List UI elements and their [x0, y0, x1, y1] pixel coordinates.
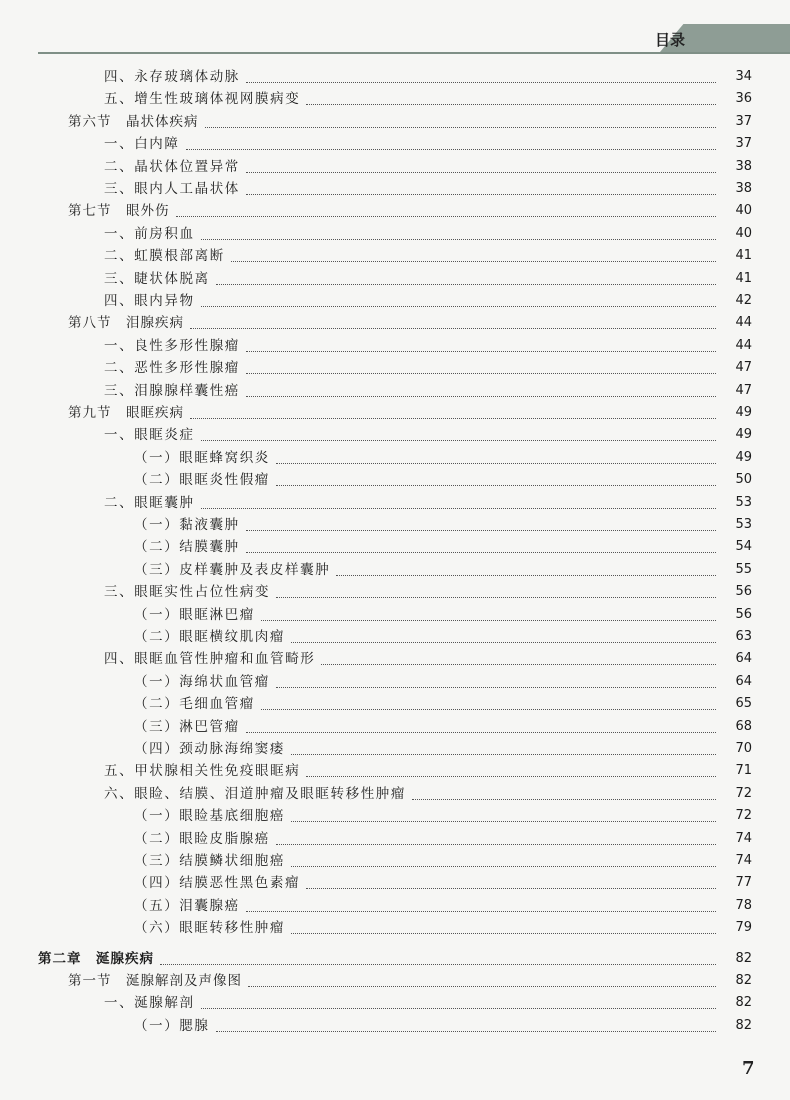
dot-leader: [246, 552, 716, 553]
dot-leader: [291, 866, 716, 867]
toc-entry-page: 79: [735, 920, 752, 936]
toc-entry-page: 82: [735, 995, 752, 1011]
dot-leader: [246, 732, 716, 733]
toc-entry-label: （四）颈动脉海绵窦瘘: [134, 741, 285, 757]
toc-entry[interactable]: [134, 559, 752, 581]
dot-leader: [176, 216, 717, 217]
toc-entry-page: 37: [735, 113, 752, 129]
toc-entry[interactable]: [134, 693, 752, 715]
toc-entry-label: （三）结膜鳞状细胞癌: [134, 853, 285, 869]
toc-entry[interactable]: [68, 200, 752, 222]
dot-leader: [261, 709, 716, 710]
dot-leader: [412, 799, 716, 800]
toc-entry-page: 63: [735, 629, 752, 644]
toc-entry-label: 一、良性多形性腺瘤: [104, 337, 240, 354]
toc-entry-page: 49: [735, 427, 752, 443]
toc-entry-label: （三）皮样囊肿及表皮样囊肿: [134, 561, 331, 578]
toc-entry[interactable]: [134, 917, 752, 939]
toc-entry[interactable]: [134, 895, 752, 917]
toc-entry-page: 82: [735, 1017, 752, 1033]
dot-leader: [248, 986, 716, 987]
toc-entry-page: 54: [735, 539, 752, 555]
toc-entry-label: 二、恶性多形性腺瘤: [104, 360, 240, 377]
toc-entry-page: 53: [735, 517, 752, 532]
toc-entry-label: 二、晶状体位置异常: [104, 158, 240, 175]
toc-entry-label: （一）腮腺: [134, 1017, 210, 1034]
toc-entry[interactable]: [134, 828, 752, 850]
dot-leader: [246, 530, 716, 531]
dot-leader: [246, 373, 716, 374]
toc-entry[interactable]: [38, 948, 752, 970]
dot-leader: [201, 508, 716, 509]
toc-entry-label: 四、永存玻璃体动脉: [104, 69, 240, 85]
page-number: 7: [742, 1058, 755, 1079]
toc-entry-page: 82: [735, 973, 752, 988]
dot-leader: [246, 911, 716, 912]
dot-leader: [246, 396, 716, 397]
toc-entry-label: 四、眼眶血管性肿瘤和血管畸形: [104, 651, 316, 668]
dot-leader: [186, 149, 717, 150]
toc-entry-page: 44: [735, 337, 752, 353]
dot-leader: [246, 194, 716, 195]
toc-entry[interactable]: [68, 111, 752, 133]
toc-entry[interactable]: [104, 648, 752, 670]
dot-leader: [306, 888, 716, 889]
toc-entry-page: 74: [735, 853, 752, 868]
dot-leader: [246, 172, 716, 173]
toc-entry-page: 38: [735, 158, 752, 174]
toc-entry[interactable]: [134, 671, 752, 693]
toc-entry-label: （四）结膜恶性黑色素瘤: [134, 875, 301, 892]
dot-leader: [321, 664, 716, 665]
toc-entry[interactable]: [134, 872, 752, 894]
toc-entry[interactable]: [104, 357, 752, 379]
toc-entry-label: 四、眼内异物: [104, 293, 195, 309]
toc-entry[interactable]: [104, 290, 752, 312]
toc-entry[interactable]: [134, 536, 752, 558]
toc-entry[interactable]: [68, 402, 752, 424]
toc-entry-label: 二、眼眶囊肿: [104, 494, 195, 511]
toc-entry[interactable]: [68, 312, 752, 334]
dot-leader: [276, 844, 716, 845]
toc-entry-page: 41: [735, 270, 752, 286]
toc-entry-page: 64: [735, 673, 752, 689]
toc-entry-label: （一）海绵状血管瘤: [134, 673, 270, 690]
dot-leader: [246, 82, 716, 83]
toc-entry-page: 77: [735, 875, 752, 891]
toc-entry-page: 38: [735, 181, 752, 196]
dot-leader: [216, 284, 716, 285]
toc-entry-label: （一）眼睑基底细胞癌: [134, 808, 285, 825]
toc-entry-label: 一、涎腺解剖: [104, 995, 195, 1012]
toc-entry-label: 二、虹膜根部离断: [104, 248, 225, 265]
toc-entry[interactable]: [134, 1015, 752, 1037]
toc-entry-page: 70: [735, 741, 752, 756]
toc-entry-label: （三）淋巴管瘤: [134, 718, 240, 735]
toc-entry-label: （二）眼眶炎性假瘤: [134, 472, 270, 489]
dot-leader: [201, 306, 716, 307]
toc-entry-page: 41: [735, 248, 752, 264]
toc-entry[interactable]: [134, 469, 752, 491]
toc-entry-label: 三、眼眶实性占位性病变: [104, 584, 271, 601]
dot-leader: [205, 127, 717, 128]
dot-leader: [201, 239, 716, 240]
toc-entry-page: 71: [735, 763, 752, 779]
toc-entry-label: 第一节 涎腺解剖及声像图: [68, 973, 242, 989]
toc-entry[interactable]: [104, 88, 752, 110]
toc-entry[interactable]: [104, 156, 752, 178]
running-header-title: 目录: [655, 31, 686, 49]
toc-entry-page: 47: [735, 382, 752, 398]
toc-entry-label: 一、前房积血: [104, 225, 195, 242]
toc-entry[interactable]: [134, 514, 752, 536]
toc-entry[interactable]: [134, 716, 752, 738]
toc-entry[interactable]: [104, 492, 752, 514]
toc-entry-label: （五）泪囊腺癌: [134, 897, 240, 914]
dot-leader: [291, 754, 716, 755]
toc-entry-label: （一）眼眶淋巴瘤: [134, 606, 255, 623]
toc-entry-page: 53: [735, 494, 752, 510]
toc-entry[interactable]: [134, 805, 752, 827]
dot-leader: [190, 328, 716, 329]
toc-entry-label: 第六节 晶状体疾病: [68, 113, 199, 130]
dot-leader: [291, 933, 716, 934]
toc-entry-page: 44: [735, 315, 752, 331]
toc-entry[interactable]: [134, 604, 752, 626]
toc-entry-label: 三、眼内人工晶状体: [104, 181, 240, 197]
toc-entry-page: 65: [735, 696, 752, 712]
dot-leader: [336, 575, 716, 576]
toc-entry-label: （二）结膜囊肿: [134, 539, 240, 556]
dot-leader: [261, 620, 716, 621]
toc-entry-label: 第八节 泪腺疾病: [68, 315, 184, 332]
toc-entry-page: 34: [735, 69, 752, 84]
toc-entry[interactable]: [104, 783, 752, 805]
toc-entry-label: 第二章 涎腺疾病: [38, 950, 154, 967]
toc-entry-page: 55: [735, 561, 752, 577]
dot-leader: [201, 1008, 716, 1009]
toc-entry[interactable]: [104, 335, 752, 357]
toc-entry-page: 36: [735, 91, 752, 107]
dot-leader: [306, 104, 716, 105]
toc-entry-label: 一、白内障: [104, 136, 180, 153]
toc-entry[interactable]: [134, 738, 752, 760]
toc-entry-label: 三、睫状体脱离: [104, 270, 210, 287]
toc-entry-page: 47: [735, 360, 752, 376]
toc-entry-page: 50: [735, 472, 752, 488]
toc-entry[interactable]: [68, 970, 752, 992]
dot-leader: [246, 351, 716, 352]
toc-entry-page: 68: [735, 718, 752, 734]
toc-entry[interactable]: [104, 992, 752, 1014]
dot-leader: [216, 1031, 717, 1032]
dot-leader: [291, 821, 716, 822]
toc-entry-label: 一、眼眶炎症: [104, 427, 195, 444]
toc-entry[interactable]: [104, 760, 752, 782]
dot-leader: [291, 642, 716, 643]
toc-entry[interactable]: [104, 424, 752, 446]
toc-entry-page: 72: [735, 808, 752, 824]
toc-entry[interactable]: [134, 850, 752, 872]
toc-entry-page: 56: [735, 584, 752, 600]
toc-entry-page: 72: [735, 785, 752, 801]
dot-leader: [160, 964, 716, 965]
toc-entry-label: 六、眼睑、结膜、泪道肿瘤及眼眶转移性肿瘤: [104, 785, 406, 802]
dot-leader: [276, 597, 716, 598]
toc-entry[interactable]: [104, 245, 752, 267]
toc-entry-page: 74: [735, 830, 752, 846]
dot-leader: [276, 687, 716, 688]
toc-entry[interactable]: [134, 447, 752, 469]
toc-entry-page: 82: [735, 950, 752, 966]
toc-entry[interactable]: [104, 268, 752, 290]
toc-entry[interactable]: [104, 178, 752, 200]
dot-leader: [201, 440, 716, 441]
toc-entry-page: 40: [735, 225, 752, 241]
toc-entry-label: 第七节 眼外伤: [68, 203, 170, 220]
toc-entry-page: 49: [735, 449, 752, 465]
toc-entry-page: 78: [735, 897, 752, 913]
toc-entry[interactable]: [104, 380, 752, 402]
toc-entry-page: 42: [735, 293, 752, 308]
toc-entry[interactable]: [104, 66, 752, 88]
toc-entry-page: 56: [735, 606, 752, 622]
dot-leader: [276, 485, 716, 486]
toc-entry-label: 第九节 眼眶疾病: [68, 405, 184, 421]
dot-leader: [231, 261, 716, 262]
toc-entry-page: 49: [735, 405, 752, 420]
toc-entry-label: （二）眼睑皮脂腺癌: [134, 830, 270, 847]
dot-leader: [306, 776, 716, 777]
toc-entry-label: （二）眼眶横纹肌肉瘤: [134, 629, 285, 645]
toc-entry-label: 三、泪腺腺样囊性癌: [104, 382, 240, 399]
toc-entry-page: 64: [735, 651, 752, 667]
toc-entry-label: 五、甲状腺相关性免疫眼眶病: [104, 763, 301, 780]
toc-entry-label: （一）眼眶蜂窝织炎: [134, 449, 270, 466]
dot-leader: [276, 463, 716, 464]
toc-entry-label: （六）眼眶转移性肿瘤: [134, 920, 285, 937]
dot-leader: [190, 418, 716, 419]
toc-entry-label: （一）黏液囊肿: [134, 517, 240, 533]
toc-entry-page: 40: [735, 203, 752, 219]
toc-entry[interactable]: [134, 626, 752, 648]
toc-entry-label: （二）毛细血管瘤: [134, 696, 255, 713]
toc-entry-label: 五、增生性玻璃体视网膜病变: [104, 91, 301, 108]
toc-entry[interactable]: [104, 133, 752, 155]
header-rule: [38, 52, 790, 54]
toc-entry[interactable]: [104, 581, 752, 603]
toc-entry-page: 37: [735, 136, 752, 152]
toc-entry[interactable]: [104, 223, 752, 245]
